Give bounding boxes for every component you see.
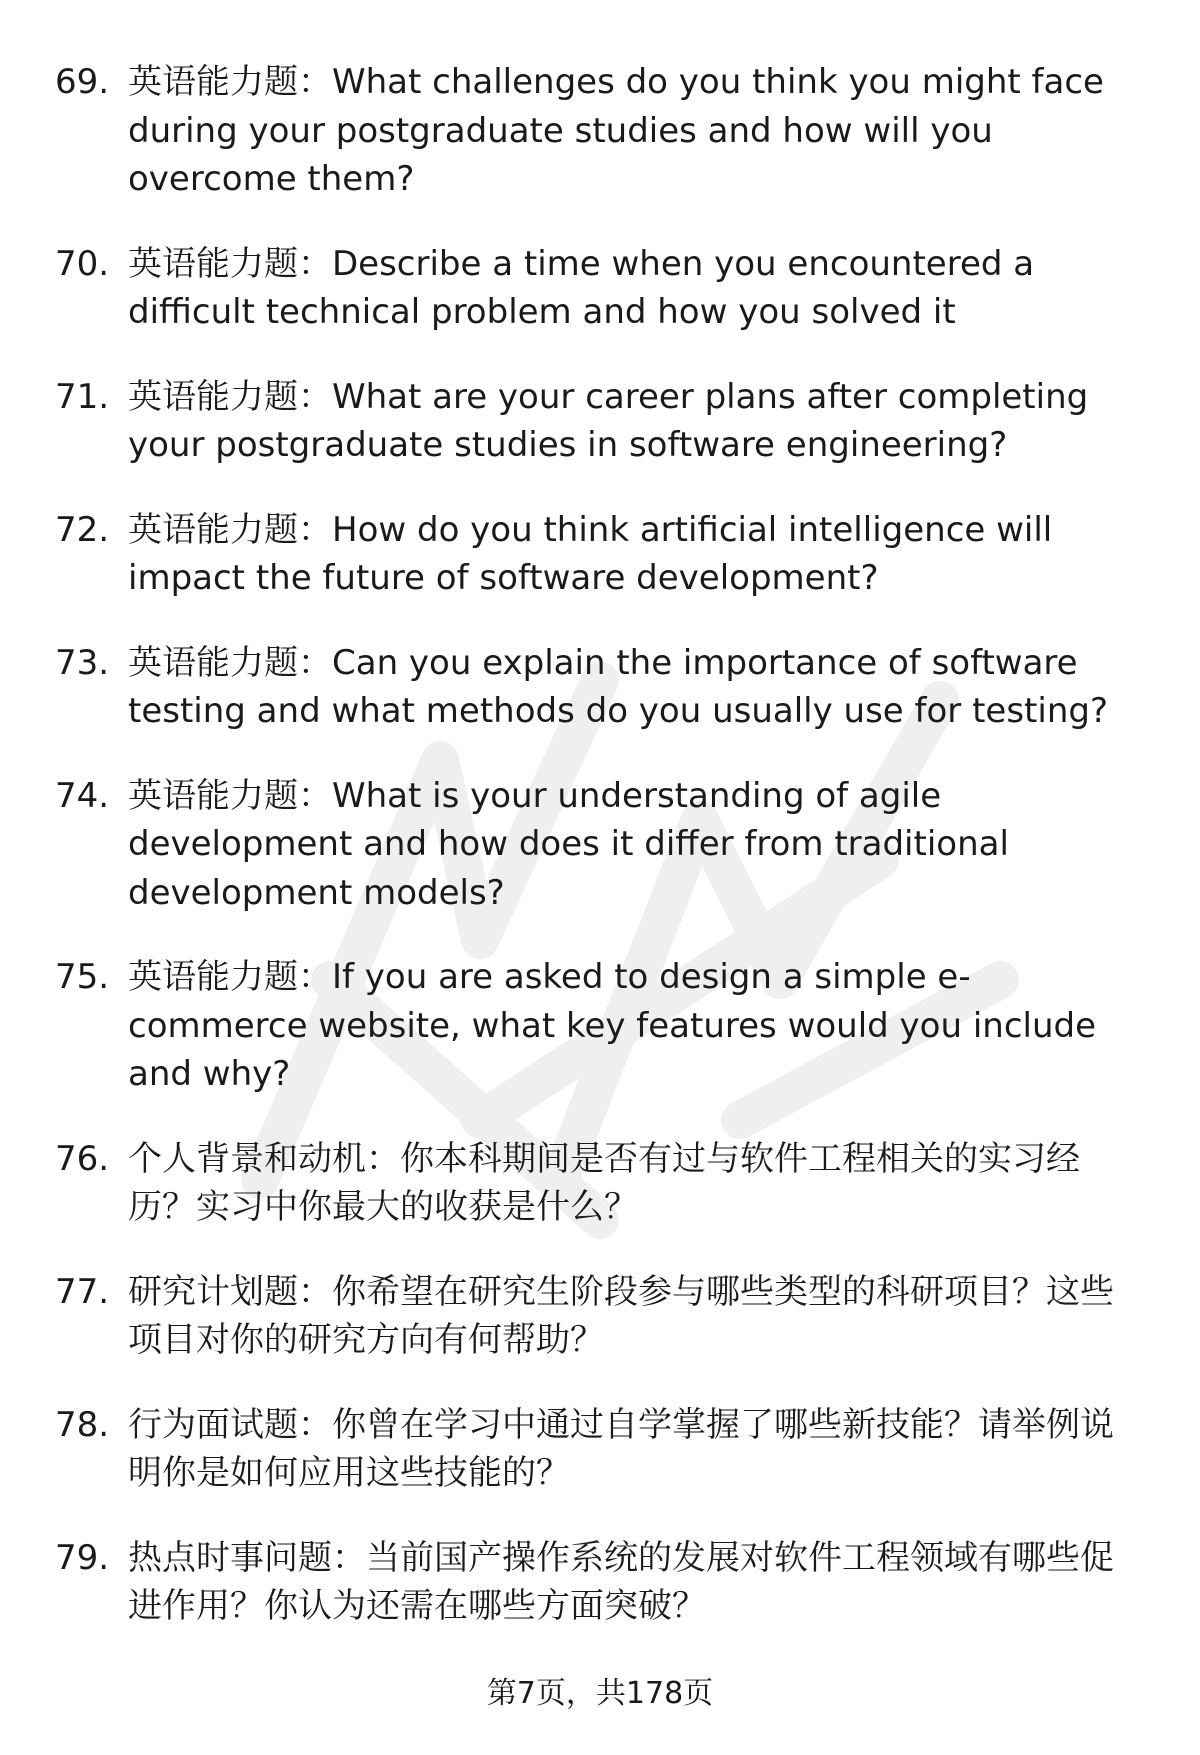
question-number: 75. xyxy=(55,957,110,997)
question-item xyxy=(55,1135,1145,1232)
question-item xyxy=(55,953,1145,1099)
question-text: 英语能力题：What is your understanding of agile development and how does it differ from traditional development models? xyxy=(128,775,1009,913)
question-text: 研究计划题：你希望在研究生阶段参与哪些类型的科研项目？这些项目对你的研究方向有何帮助？ xyxy=(128,1271,1114,1360)
question-number: 73. xyxy=(55,642,110,683)
question-number: 72. xyxy=(55,509,110,550)
question-number: 76. xyxy=(55,1138,110,1179)
question-item xyxy=(55,772,1145,918)
question-item xyxy=(55,1401,1145,1498)
question-text: 个人背景和动机：你本科期间是否有过与软件工程相关的实习经历？实习中你最大的收获是什么？ xyxy=(128,1138,1080,1227)
question-text: 英语能力题：What challenges do you think you might face during your postgraduate studies and how will you overcome them? xyxy=(128,62,1104,199)
question-text: 英语能力题：If you are asked to design a simple e-commerce website, what key features would you include and why? xyxy=(128,957,1097,1094)
question-number: 69. xyxy=(55,62,110,102)
question-item xyxy=(55,639,1145,736)
question-item xyxy=(55,1268,1145,1365)
page-footer: 第7页，共178页 xyxy=(486,1676,714,1711)
question-text: 行为面试题：你曾在学习中通过自学掌握了哪些新技能？请举例说明你是如何应用这些技能的？ xyxy=(128,1404,1114,1493)
question-text: 英语能力题：What are your career plans after completing your postgraduate studies in software engineering? xyxy=(128,376,1089,465)
question-item xyxy=(55,1534,1145,1631)
question-item xyxy=(55,373,1145,470)
question-item xyxy=(55,506,1145,603)
question-item xyxy=(55,58,1145,204)
question-list xyxy=(55,58,1145,1667)
question-number: 71. xyxy=(55,376,110,417)
question-number: 74. xyxy=(55,775,110,816)
question-number: 78. xyxy=(55,1404,110,1445)
question-text: 英语能力题：Describe a time when you encountered a difficult technical problem and how you solved it xyxy=(128,243,1035,332)
question-number: 79. xyxy=(55,1537,110,1578)
question-number: 70. xyxy=(55,243,110,284)
question-item xyxy=(55,240,1145,337)
question-text: 英语能力题：How do you think artificial intelligence will impact the future of software development? xyxy=(128,509,1053,598)
question-text: 热点时事问题：当前国产操作系统的发展对软件工程领域有哪些促进作用？你认为还需在哪些方面突破？ xyxy=(128,1537,1114,1626)
question-text: 英语能力题：Can you explain the importance of software testing and what methods do you usually use for testing? xyxy=(128,642,1109,731)
question-number: 77. xyxy=(55,1271,110,1312)
